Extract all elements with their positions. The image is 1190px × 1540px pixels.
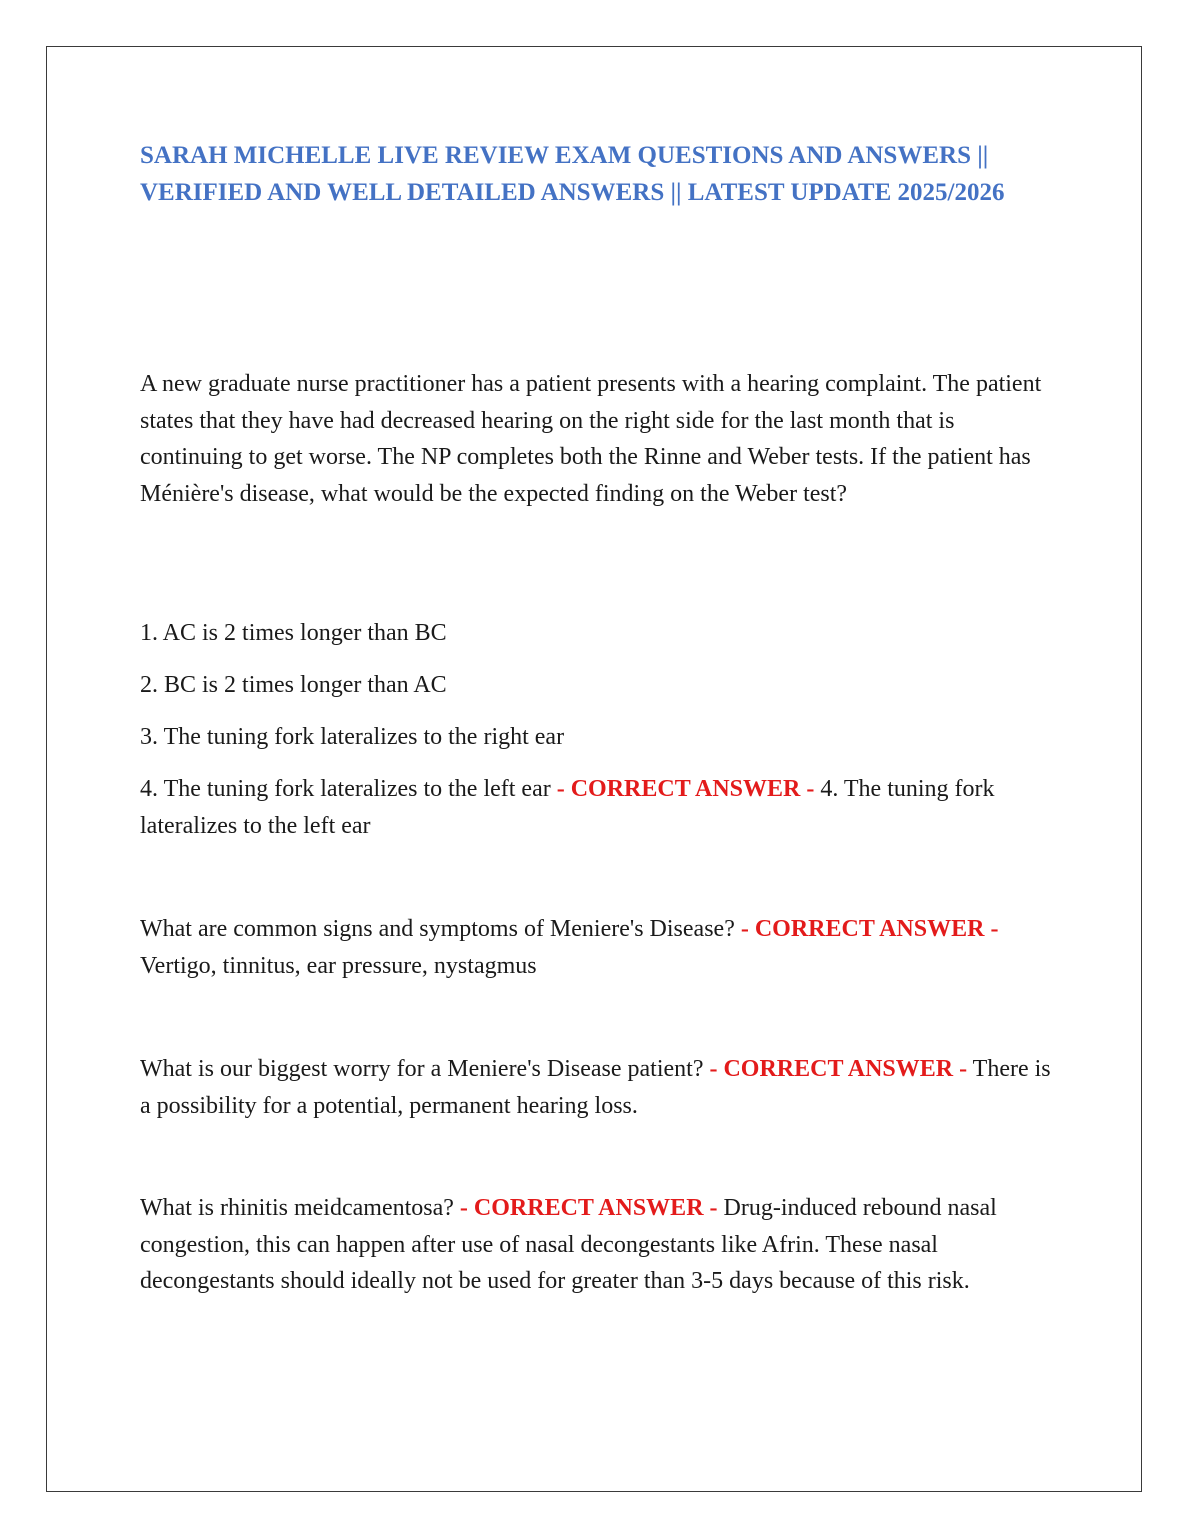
question-1-option-2: 2. BC is 2 times longer than AC: [140, 672, 447, 698]
question-1-option-3: 3. The tuning fork lateralizes to the right ear: [140, 724, 565, 750]
correct-answer-label: - CORRECT ANSWER -: [459, 1195, 718, 1221]
document-title: SARAH MICHELLE LIVE REVIEW EXAM QUESTIONS AND ANSWERS || VERIFIED AND WELL DETAILED ANSWERS || LATEST UPDATE 2025/2026: [140, 142, 1005, 206]
question-1-stem: A new graduate nurse practitioner has a patient presents with a hearing complaint. The patient states that they have had decreased hearing on the right side for the last month that is continuing to get worse. The NP completes both the Rinne and Weber tests. If the patient has Ménière's disease, what would be the expected finding on the Weber test?: [140, 371, 1042, 507]
question-2-text: What are common signs and symptoms of Meniere's Disease?: [140, 916, 735, 942]
question-4-answer: Drug-induced rebound nasal congestion, this can happen after use of nasal decongestants like Afrin. These nasal decongestants should ideally not be used for greater than 3-5 days because of this risk.: [140, 1195, 997, 1294]
question-1-option-4: 4. The tuning fork lateralizes to the left ear: [140, 776, 551, 802]
question-4: [140, 1190, 1060, 1300]
correct-answer-label: - CORRECT ANSWER -: [709, 1056, 968, 1082]
question-1-answer: 4. The tuning fork lateralizes to the left ear: [140, 776, 995, 839]
question-2-answer: Vertigo, tinnitus, ear pressure, nystagmus: [140, 952, 537, 979]
correct-answer-label: - CORRECT ANSWER -: [740, 916, 999, 942]
question-3-answer: There is a possibility for a potential, permanent hearing loss.: [140, 1056, 1051, 1119]
correct-answer-label: - CORRECT ANSWER -: [556, 776, 815, 802]
question-3-text: What is our biggest worry for a Meniere's Disease patient?: [140, 1056, 704, 1082]
question-3: [140, 1051, 1060, 1124]
question-1-option-1: 1. AC is 2 times longer than BC: [140, 620, 447, 646]
question-1-option-4-with-answer: [140, 771, 1060, 844]
question-2: [140, 911, 1060, 984]
question-4-text: What is rhinitis meidcamentosa?: [140, 1195, 454, 1221]
